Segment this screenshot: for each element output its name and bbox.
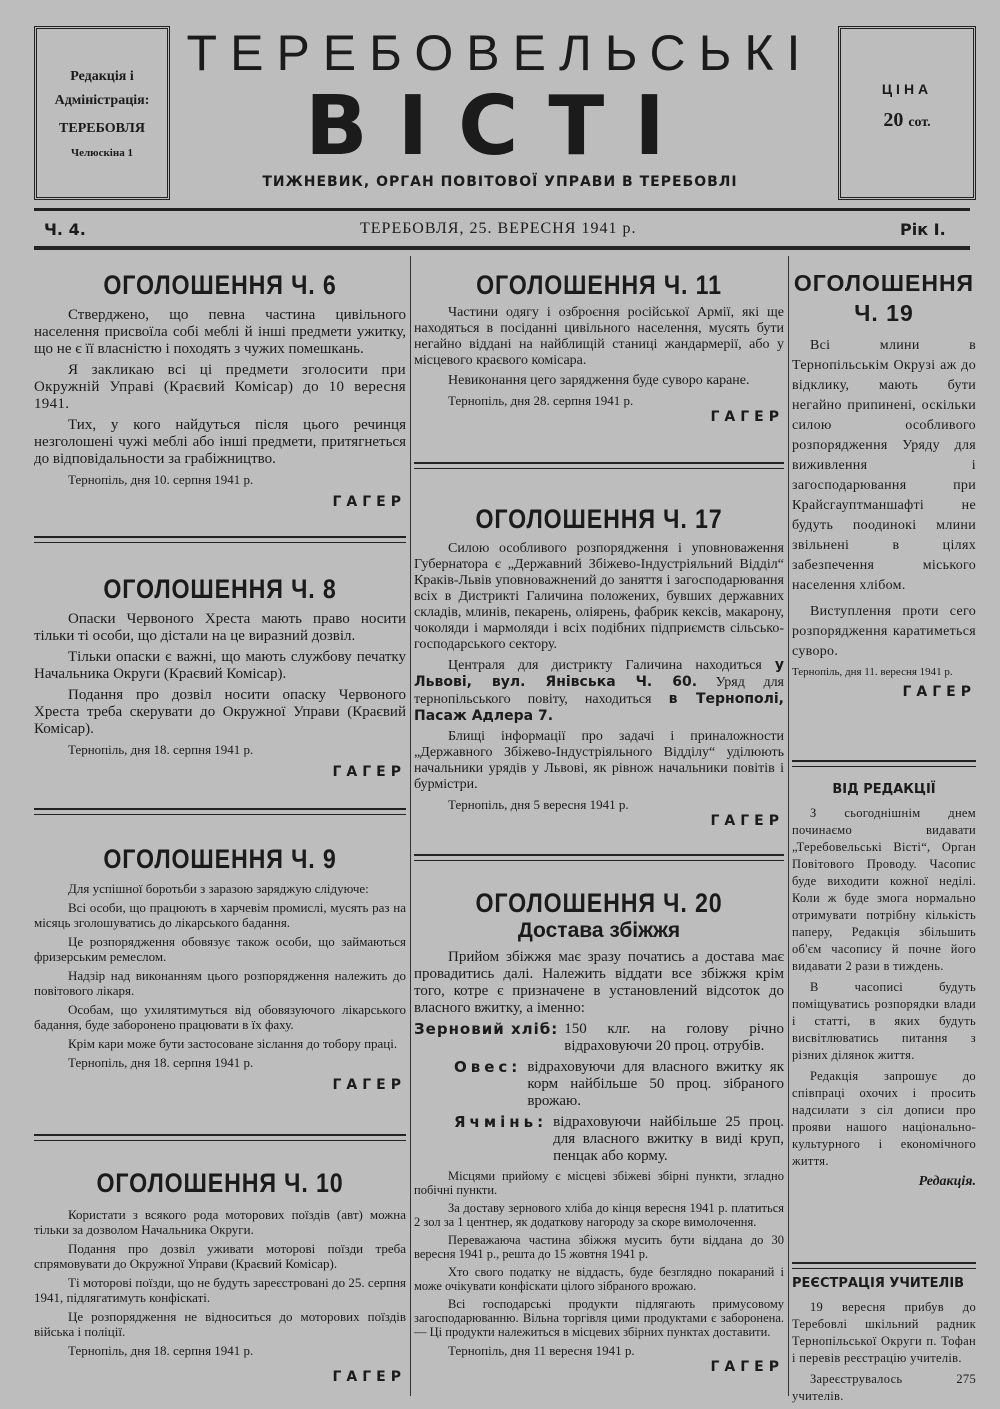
teachers-title: РЕЄСТРАЦІЯ УЧИТЕЛІВ (792, 1276, 965, 1291)
issue-year: Рік І. (900, 220, 946, 239)
place-date: Тернопіль, дня 11. вересня 1941 р. (792, 666, 953, 678)
paragraph: Частини одягу і озброєння російської Армії, які ще находяться в посіданні цивільного населення, мусять бути негайно віддані на найблищій станиці жандармерії, або у місцевого краєвого комісара. (414, 305, 784, 368)
paragraph: Надзір над виконанням цього розпорядження належить до повітового лікаря. (34, 968, 406, 998)
announcement-title: ОГОЛОШЕННЯ Ч. 10 (96, 1168, 344, 1198)
paragraph: Подання про дозвіл носити опаску Червоного Хреста треба скерувати до Окружної Управи (Краєвий Комісар). (34, 687, 406, 737)
announcement-9 (34, 844, 406, 1093)
signature: ГАГЕР (332, 494, 406, 510)
paragraph: За доставу зернового хліба до кінця вересня 1941 р. платиться 2 зол за 1 центнер, як додаткову нагороду за скоре вимолочення. (414, 1201, 784, 1229)
editorial-address-box (34, 26, 170, 200)
price-unit: сот. (908, 115, 931, 130)
price-label: ЦІНА (881, 81, 933, 97)
paragraph: Тих, у кого найдуться після цього речинця незголошені чужі меблі або інші предмети, притягнеться до відповідальности за грабіжництво. (34, 417, 406, 467)
grain-quota-row: Ячмінь: відраховуючи найбільше 25 проц. для власного вжитку в виді круп, пенцак або корму. (454, 1113, 784, 1164)
paragraph: Всі млини в Тернопільськім Окрузі аж до відклику, мають бути негайно припинені, оскільки силою особливого розпорядження Уряду для виживлення і загосподарювання при Крайсгауптманшафті не будуть поодинокі млини звільнені в цілях забезпечення міського населення хлібом. (792, 338, 976, 593)
address-line-3: ТЕРЕБОВЛЯ (59, 121, 145, 136)
teacher-registration (792, 1276, 976, 1409)
paragraph: 19 вересня прибув до Теребовлі шкільний радник Тернопільської Округи п. Тофан і перевів реєстрацію учителів. (792, 1300, 976, 1365)
editorial-signature: Редакція. (918, 1174, 976, 1189)
place-date: Тернопіль, дня 5 вересня 1941 р. (448, 797, 629, 812)
paragraph: Особам, що ухилятимуться від обовязуючого лікарського бадання, буде заборонено працювати в їх фаху. (34, 1002, 406, 1032)
paragraph: Всі особи, що працюють в харчевім промислі, мусять раз на місяць зголошуватись до лікарського бадання. (34, 900, 406, 930)
announcement-title: ОГОЛОШЕННЯ Ч. 9 (103, 844, 337, 874)
grain-quota-row: Зерновий хліб: 150 клг. на голову річно відраховуючи 20 проц. отрубів. (414, 1020, 784, 1054)
announcement-17 (414, 504, 784, 829)
place-date: Тернопіль, дня 18. серпня 1941 р. (68, 1343, 254, 1358)
announcement-8 (34, 574, 406, 780)
paragraph: Хто свого податку не віддасть, буде безглядно покараний і може очікувати конфіскати цілого зібраного врожаю. (414, 1265, 784, 1293)
column-divider-1 (410, 256, 411, 1396)
announcement-title: ОГОЛОШЕННЯ Ч. 8 (103, 574, 337, 604)
separator (34, 1134, 406, 1141)
separator (34, 808, 406, 815)
place-date: Тернопіль, дня 10. серпня 1941 р. (68, 472, 254, 487)
announcement-title: ОГОЛОШЕННЯ Ч. 19 (793, 270, 975, 326)
announcement-11 (414, 270, 784, 425)
place-date: Тернопіль, дня 18. серпня 1941 р. (68, 742, 254, 757)
editorial-note (792, 782, 976, 1190)
place-date: Тернопіль, дня 28. серпня 1941 р. (448, 393, 634, 408)
announcement-10 (34, 1168, 406, 1385)
paragraph: Подання про дозвіл уживати моторові поїзди треба спрямовувати до Окружної Управи (Краєвий Комісар). (34, 1241, 406, 1271)
paragraph: В часописі будуть поміщуватись розпорядки влади і статті, в яких будуть висвітлюватись питання з різних ділянок життя. (792, 980, 976, 1062)
issue-date: ТЕРЕБОВЛЯ, 25. ВЕРЕСНЯ 1941 р. (360, 220, 637, 237)
paragraph: Силою особливого розпорядження і уповноваження Губернатора є „Державний Збіжево-Індустріяльний Відділ“ Краків-Львів уповноважнений до заняття і загосподарювання всіх в Дистрикті Галичина положених, бувших державних складів, млинів, пекарень, оліярень, фабрик кексів, макарону, чоколяди і мармоляди і всіх подібних підприємств сільсько-господарського сектору. (414, 541, 784, 652)
signature: ГАГЕР (710, 813, 784, 829)
price-value: 20 сот. (883, 109, 931, 131)
announcement-title: ОГОЛОШЕННЯ Ч. 17 (475, 504, 723, 534)
place-date: Тернопіль, дня 11 вересня 1941 р. (448, 1343, 635, 1358)
paragraph: Редакція запрошує до співпраці охочих і просить надсилати з сіл дописи про прояви нашого національно-культурного і економічного життя. (792, 1069, 976, 1168)
grain-quota-row: Овес: відраховуючи для власного вжитку як корм найбільше 50 проц. зібраного врожаю. (454, 1058, 784, 1109)
signature: ГАГЕР (710, 409, 784, 425)
masthead-subtitle: ТИЖНЕВИК, ОРГАН ПОВІТОВОЇ УПРАВИ В ТЕРЕБОВЛІ (262, 174, 738, 190)
signature: ГАГЕР (332, 1369, 406, 1385)
address-line-1: Редакція і (70, 69, 134, 84)
paragraph: Стверджено, що певна частина цивільного населення присвоїла собі меблі й інші предмети ужитку, що не є її власністю і походять з чужих помешкань. (34, 307, 406, 357)
separator (34, 536, 406, 543)
address-line-4: Челюскіна 1 (71, 147, 133, 159)
header-bottom-rule (34, 246, 970, 250)
announcement-title: ОГОЛОШЕННЯ Ч. 20 (475, 888, 723, 918)
separator (414, 854, 784, 861)
paragraph: Користати з всякого рода моторових поїздів (авт) можна тільки за дозволом Начальника Округи. (34, 1207, 406, 1237)
paragraph: Виступлення проти сего розпорядження каратиметься суворо. (792, 604, 976, 659)
address-line-2: Адміністрація: (54, 93, 150, 108)
paragraph: Це розпорядження обовязує також особи, що займаються фризерським ремеслом. (34, 934, 406, 964)
paragraph: Всі господарські продукти підлягають примусовому загосподарюванню. Вільна торгівля цими продуктами є заборонена. — Ці продукти належиться в місцевих збірних пунктах доставити. (414, 1297, 784, 1339)
paragraph: Тільки опаски є важні, що мають службову печатку Начальника Округи (Краєвий Комісар). (34, 649, 406, 682)
signature: ГАГЕР (902, 684, 976, 700)
separator (792, 1262, 976, 1269)
announcement-title: ОГОЛОШЕННЯ Ч. 6 (103, 270, 337, 300)
paragraph: Опаски Червоного Хреста мають право носити тільки ті особи, що дістали на це виразний дозвіл. (34, 611, 406, 644)
column-divider-2 (788, 256, 789, 1396)
paragraph: Це розпорядження не відноситься до моторових поїздів війська і поліції. (34, 1309, 406, 1339)
paragraph: Переважаюча частина збіжжя мусить бути віддана до 30 вересня 1941 р., решта до 15 жовтня 1941 р. (414, 1233, 784, 1261)
paragraph: Я закликаю всі ці предмети зголосити при Окружній Управі (Краєвий Комісар) до 10 вересня 1941. (34, 362, 406, 412)
paragraph: Прийом збіжжя має зразу початись а достава має провадитись далі. Належить віддати все збіжжя крім того, котре є призначене в установлений відсоток до власного вжитку, а іменно: (414, 949, 784, 1016)
issue-number: Ч. 4. (44, 220, 86, 239)
signature: ГАГЕР (710, 1359, 784, 1375)
masthead-title-main: ВІСТІ (305, 79, 695, 174)
editorial-title: ВІД РЕДАКЦІЇ (832, 782, 936, 797)
separator (414, 462, 784, 469)
announcement-subtitle: Достава збіжжя (517, 919, 681, 942)
paragraph: Ті моторові поїзди, що не будуть зареєстровані до 25. серпня 1941, підлягатимуть конфіскаті. (34, 1275, 406, 1305)
masthead-rule (34, 208, 970, 211)
signature: ГАГЕР (332, 764, 406, 780)
announcement-6 (34, 270, 406, 510)
announcement-19 (792, 268, 976, 700)
signature: ГАГЕР (332, 1077, 406, 1093)
separator (792, 760, 976, 767)
paragraph: Блищі інформації про задачі і приналожности „Державного Збіжево-Індустріяльного Відділу“ уділюють начальники урядів у Львові, як рівнож начальники повітів і бурмістри. (414, 729, 784, 792)
paragraph: З сьогоднішнім днем починаємо видавати „Теребовельські Вісті“, Орган Повітового Проводу. Часопис буде виходити кожної неділі. Коли ж буде змога нормально отримувати потрібну кількість паперу, Редакція збільшить об'єм часопису й почне його видавати 2 рази в тиждень. (792, 806, 976, 973)
paragraph: Крім кари може бути застосоване зіслання до тобору праці. (68, 1036, 398, 1051)
paragraph: Невиконання цего зарядження буде суворо каране. (448, 373, 750, 388)
paragraph: Для успішної боротьби з заразою заряджую слідуюче: (68, 881, 369, 896)
masthead-title-top: ТЕРЕБОВЕЛЬСЬКІ (186, 25, 814, 81)
paragraph: Зареєструвалось 275 учителів. (792, 1372, 976, 1403)
paragraph: Місцями прийому є місцеві збіжеві збірні пункти, згладно побічні пункти. (414, 1169, 784, 1197)
paragraph: Централя для дистрикту Галичина находиться у Львові, вул. Янівська Ч. 60. Уряд для тернопільського повіту, находиться в Тернополі, Пасаж Адлера 7. (414, 657, 784, 724)
announcement-title: ОГОЛОШЕННЯ Ч. 11 (476, 270, 722, 300)
place-date: Тернопіль, дня 18. серпня 1941 р. (68, 1055, 254, 1070)
price-box (838, 26, 976, 200)
announcement-20 (414, 888, 784, 1375)
